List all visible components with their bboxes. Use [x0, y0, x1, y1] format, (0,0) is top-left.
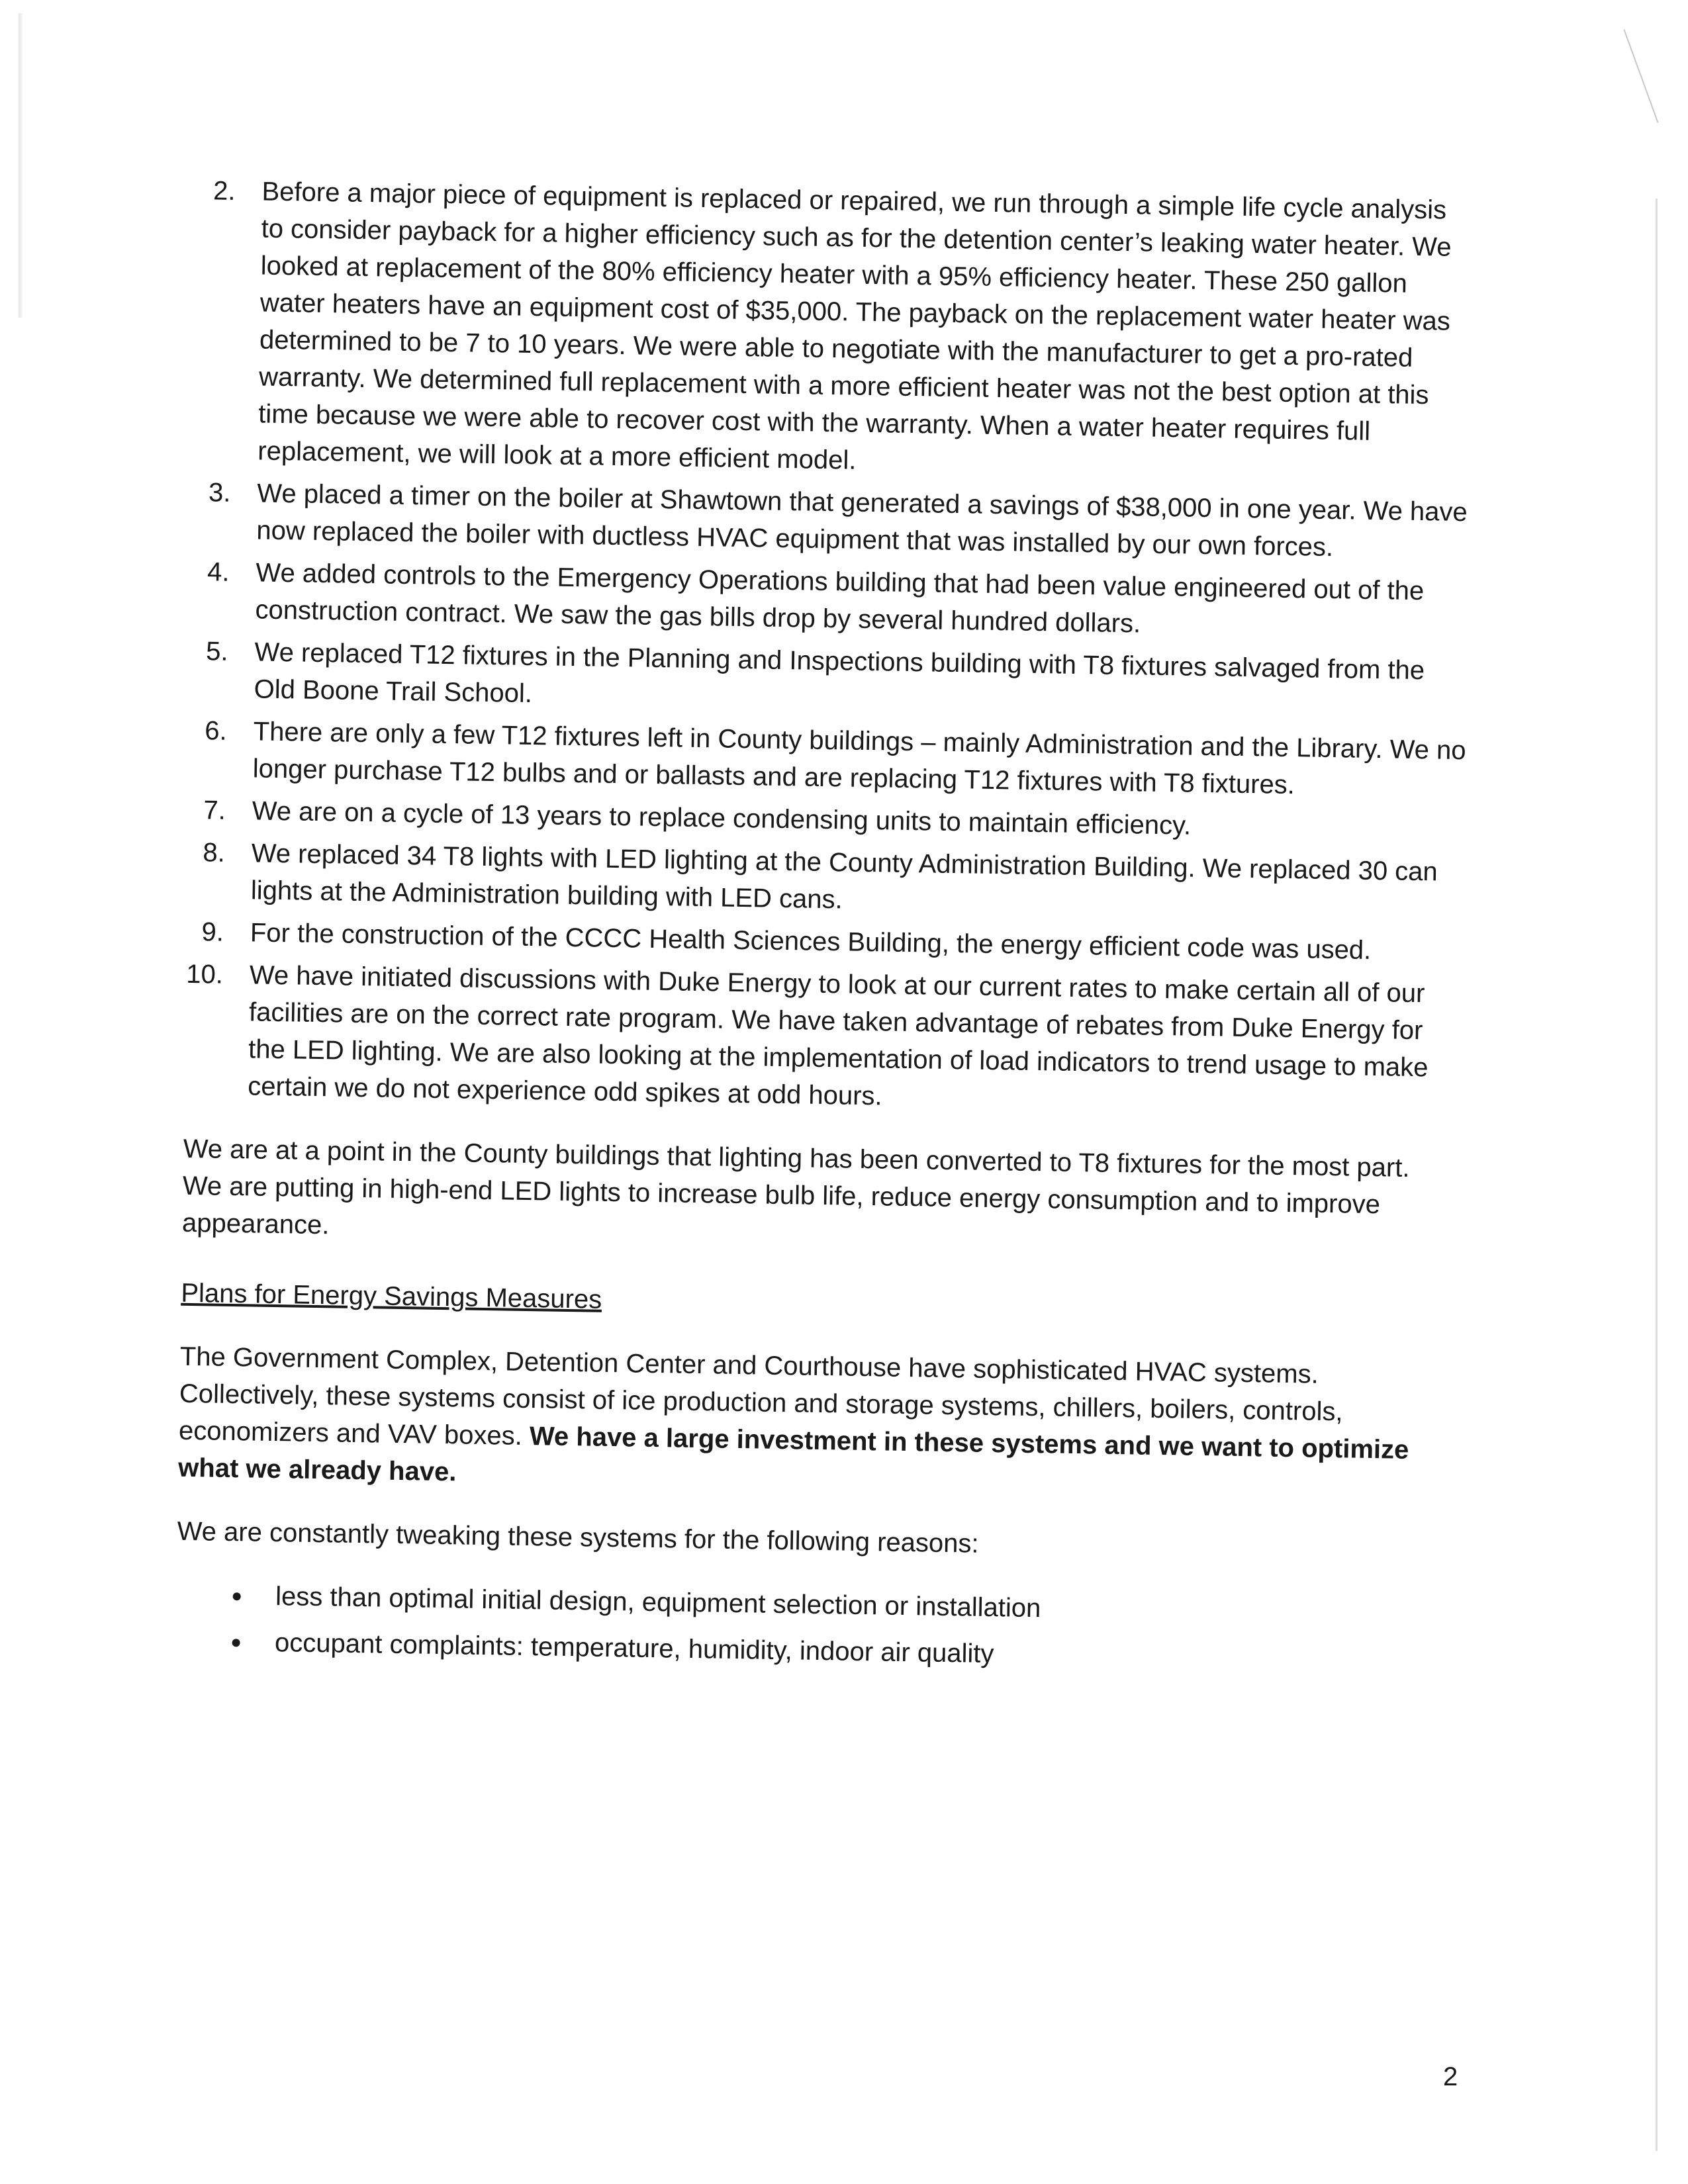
bullet-item — [175, 1623, 1493, 1680]
tweaking-paragraph: We are constantly tweaking these systems for the following reasons: — [177, 1516, 979, 1559]
bullet-list — [175, 1576, 1494, 1680]
list-number: 5. — [205, 637, 228, 666]
list-number: 2. — [212, 176, 236, 206]
bullet-text: less than optimal initial design, equipment selection or installation — [275, 1582, 1041, 1623]
list-number: 4. — [207, 557, 230, 587]
list-item — [189, 712, 1507, 807]
bullet-text: occupant complaints: temperature, humidity, indoor air quality — [274, 1628, 994, 1669]
list-item-text: We placed a timer on the boiler at Shawtown that generated a savings of $38,000 in one year. We have now replaced the boiler with ductless HVAC equipment that was installed by our own forces. — [256, 478, 1468, 562]
list-item — [190, 633, 1509, 727]
hvac-paragraph-bold-text: We have a large investment in these systems and we want to optimize what we already have. — [177, 1422, 1409, 1487]
bullet-icon: ● — [231, 1585, 243, 1606]
list-item-text: We replaced 34 T8 lights with LED lighting at the County Administration Building. We replaced 30 can lights at the Administration building with LED cans. — [250, 839, 1438, 915]
bullet-icon: ● — [230, 1631, 242, 1653]
list-item-text: There are only a few T12 fixtures left in County buildings – mainly Administration and the Library. We no longer purchase T12 bulbs and or ballasts and are replacing T12 fixtures with T8 fixtures. — [252, 717, 1466, 800]
list-number: 7. — [203, 796, 226, 825]
section-heading: Plans for Energy Savings Measures — [181, 1278, 602, 1314]
scan-corner-artifact — [1623, 29, 1658, 123]
list-item — [194, 172, 1516, 489]
list-item-text: We are on a cycle of 13 years to replace condensing units to maintain efficiency. — [252, 796, 1192, 841]
hvac-paragraph-text: The Government Complex, Detention Center and Courthouse have sophisticated HVAC systems. Collectively, these systems consist of ice production and storage systems, chillers, boilers, controls, economizers and VAV boxes. — [178, 1342, 1343, 1451]
document-body — [175, 172, 1515, 1690]
list-item — [187, 834, 1506, 929]
list-item-text: We replaced T12 fixtures in the Planning and Inspections building with T8 fixtures salvaged from the Old Boone Trail School. — [254, 637, 1425, 709]
list-item — [184, 956, 1503, 1124]
numbered-list — [184, 172, 1516, 1124]
list-item-text: We added controls to the Emergency Operations building that had been value engineered out of the construction contract. We saw the gas bills drop by several hundred dollars. — [255, 558, 1425, 639]
page-number: 2 — [1443, 2062, 1458, 2091]
list-number: 3. — [208, 478, 231, 508]
list-number: 10. — [186, 959, 224, 989]
lighting-paragraph: We are at a point in the County buildings that lighting has been converted to T8 fixtures for the most part. We are putting in high-end LED lights to increase bulb life, reduce energy consumption and to improve appearance. — [181, 1134, 1410, 1240]
scan-edge-artifact — [19, 13, 23, 318]
list-item-text: We have initiated discussions with Duke Energy to look at our current rates to make certain all of our facilities are on the correct rate program. We have taken advantage of rebates from Duke Energy for the LED lighting. We are also looking at the implementation of load indicators to trend usage to make certain we do not experience odd spikes at odd hours. — [247, 960, 1429, 1111]
list-item-text: For the construction of the CCCC Health Sciences Building, the energy efficient code was used. — [250, 918, 1372, 965]
list-number: 6. — [205, 716, 228, 746]
scan-edge-artifact — [1656, 199, 1658, 2151]
list-item — [193, 474, 1511, 569]
hvac-paragraph — [178, 1338, 1497, 1507]
list-number: 9. — [201, 917, 224, 947]
list-item — [191, 553, 1510, 648]
list-item-text: Before a major piece of equipment is replaced or repaired, we run through a simple life cycle analysis to consider payback for a higher efficiency such as for the detention center’s leaking water heater. We looked at replacement of the 80% efficiency heater with a 95% efficiency heater. These 250 gallon water heaters have an equipment cost of $35,000. The payback on the replacement water heater was determined to be 7 to 10 years. We were able to negotiate with the manufacturer to get a pro-rated warranty. We determined full replacement with a more efficient heater was not the best option at this time because we were able to recover cost with the warranty. When a water heater requires full replacement, we will look at a more efficient model. — [258, 177, 1452, 475]
list-number: 8. — [203, 838, 226, 868]
